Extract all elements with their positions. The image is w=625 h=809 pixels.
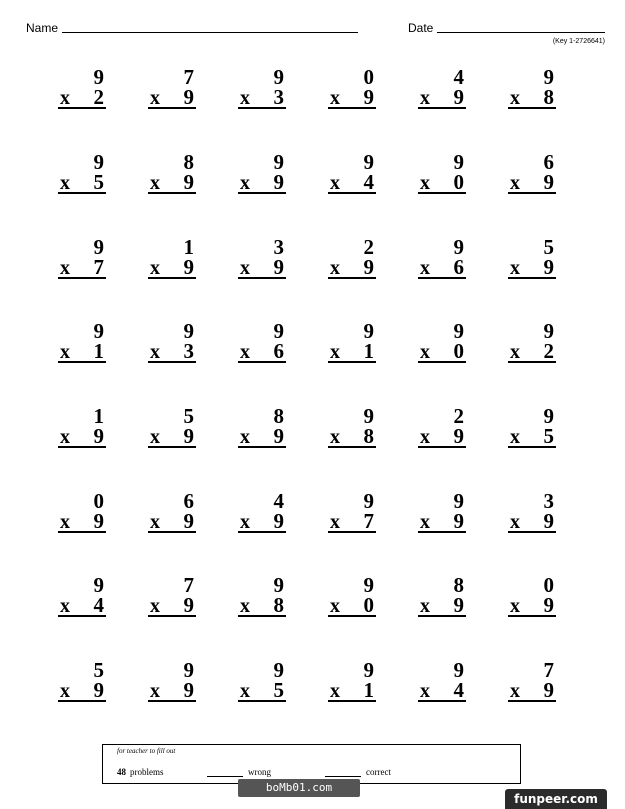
multiply-operator: x <box>510 257 520 279</box>
problem <box>328 491 376 533</box>
bottom-row <box>58 426 106 448</box>
top-number: 4 <box>453 65 464 89</box>
multiply-operator: x <box>420 172 430 194</box>
top-number: 3 <box>543 489 554 513</box>
problem <box>418 237 466 279</box>
correct-count-blank[interactable] <box>325 776 361 777</box>
problem <box>148 660 196 702</box>
bottom-row <box>328 680 376 702</box>
date-field-line[interactable] <box>437 32 605 33</box>
top-number: 9 <box>273 65 284 89</box>
multiply-operator: x <box>60 595 70 617</box>
bottom-row <box>418 426 466 448</box>
multiply-operator: x <box>150 426 160 448</box>
problem <box>328 575 376 617</box>
problem <box>418 67 466 109</box>
bottom-number: 9 <box>273 170 284 194</box>
multiply-operator: x <box>330 511 340 533</box>
multiply-operator: x <box>240 595 250 617</box>
bottom-row <box>238 426 286 448</box>
multiply-operator: x <box>240 257 250 279</box>
bottom-row <box>58 680 106 702</box>
problem <box>148 152 196 194</box>
problem <box>328 67 376 109</box>
problem <box>148 406 196 448</box>
problem <box>58 237 106 279</box>
bottom-row <box>238 680 286 702</box>
multiply-operator: x <box>420 511 430 533</box>
top-number: 9 <box>363 489 374 513</box>
bottom-number: 9 <box>543 678 554 702</box>
name-field-line[interactable] <box>62 32 358 33</box>
problem-count: 48 <box>117 767 126 777</box>
multiply-operator: x <box>510 511 520 533</box>
bottom-number: 8 <box>363 424 374 448</box>
bottom-row <box>418 341 466 363</box>
top-number: 9 <box>363 150 374 174</box>
bottom-row <box>418 511 466 533</box>
bottom-row <box>148 426 196 448</box>
multiply-operator: x <box>150 511 160 533</box>
top-number: 9 <box>273 658 284 682</box>
multiply-operator: x <box>60 341 70 363</box>
bottom-number: 9 <box>183 255 194 279</box>
multiply-operator: x <box>150 595 160 617</box>
multiply-operator: x <box>60 511 70 533</box>
bottom-number: 9 <box>183 424 194 448</box>
bottom-number: 9 <box>93 509 104 533</box>
bottom-row <box>58 172 106 194</box>
bottom-row <box>238 511 286 533</box>
multiply-operator: x <box>510 172 520 194</box>
multiply-operator: x <box>240 172 250 194</box>
bottom-row <box>148 172 196 194</box>
bottom-number: 4 <box>93 593 104 617</box>
multiply-operator: x <box>150 680 160 702</box>
problem <box>238 321 286 363</box>
bottom-row <box>418 680 466 702</box>
problem <box>508 660 556 702</box>
bottom-row <box>238 87 286 109</box>
top-number: 4 <box>273 489 284 513</box>
multiply-operator: x <box>330 257 340 279</box>
answer-key-id: (Key 1-2726641) <box>552 38 605 45</box>
bottom-number: 9 <box>543 593 554 617</box>
bottom-row <box>508 87 556 109</box>
top-number: 9 <box>183 319 194 343</box>
problem <box>418 660 466 702</box>
problem <box>508 67 556 109</box>
bottom-number: 4 <box>363 170 374 194</box>
bottom-number: 9 <box>93 424 104 448</box>
bottom-number: 9 <box>453 85 464 109</box>
bottom-number: 6 <box>273 339 284 363</box>
problem <box>418 491 466 533</box>
watermark-right: funpeer.com <box>505 789 607 809</box>
bottom-number: 9 <box>543 170 554 194</box>
multiply-operator: x <box>240 511 250 533</box>
problem <box>148 237 196 279</box>
problem <box>508 491 556 533</box>
bottom-number: 9 <box>273 509 284 533</box>
multiply-operator: x <box>330 680 340 702</box>
top-number: 1 <box>93 404 104 428</box>
bottom-number: 9 <box>93 678 104 702</box>
problem-count-label: problems <box>130 767 164 777</box>
top-number: 7 <box>183 573 194 597</box>
date-label: Date <box>408 21 434 35</box>
bottom-number: 8 <box>273 593 284 617</box>
multiply-operator: x <box>420 680 430 702</box>
wrong-count-blank[interactable] <box>207 776 243 777</box>
bottom-row <box>58 257 106 279</box>
multiply-operator: x <box>240 426 250 448</box>
problem <box>418 406 466 448</box>
bottom-number: 6 <box>453 255 464 279</box>
watermark-left: boMb01.com <box>238 779 360 797</box>
multiply-operator: x <box>240 87 250 109</box>
bottom-row <box>418 595 466 617</box>
bottom-number: 9 <box>273 255 284 279</box>
multiply-operator: x <box>150 87 160 109</box>
bottom-row <box>418 257 466 279</box>
bottom-row <box>58 595 106 617</box>
top-number: 9 <box>363 658 374 682</box>
problem <box>508 152 556 194</box>
top-number: 6 <box>543 150 554 174</box>
problem <box>328 237 376 279</box>
top-number: 9 <box>453 489 464 513</box>
bottom-number: 0 <box>453 339 464 363</box>
bottom-number: 9 <box>183 678 194 702</box>
problem <box>148 321 196 363</box>
bottom-row <box>328 87 376 109</box>
problem <box>148 67 196 109</box>
top-number: 9 <box>273 573 284 597</box>
bottom-number: 2 <box>543 339 554 363</box>
multiply-operator: x <box>330 341 340 363</box>
bottom-row <box>418 87 466 109</box>
problem <box>238 575 286 617</box>
problem <box>328 406 376 448</box>
top-number: 9 <box>543 404 554 428</box>
bottom-row <box>328 511 376 533</box>
multiply-operator: x <box>510 595 520 617</box>
multiply-operator: x <box>150 341 160 363</box>
bottom-number: 8 <box>543 85 554 109</box>
bottom-row <box>328 172 376 194</box>
bottom-number: 9 <box>453 509 464 533</box>
problem <box>508 575 556 617</box>
bottom-row <box>328 595 376 617</box>
multiply-operator: x <box>330 595 340 617</box>
bottom-number: 1 <box>363 339 374 363</box>
bottom-row <box>238 341 286 363</box>
top-number: 5 <box>93 658 104 682</box>
problem <box>238 406 286 448</box>
bottom-row <box>508 172 556 194</box>
top-number: 9 <box>273 319 284 343</box>
name-label: Name <box>26 21 59 35</box>
top-number: 5 <box>543 235 554 259</box>
problem <box>418 152 466 194</box>
bottom-row <box>238 595 286 617</box>
bottom-row <box>148 257 196 279</box>
top-number: 8 <box>453 573 464 597</box>
top-number: 0 <box>363 65 374 89</box>
top-number: 9 <box>543 65 554 89</box>
multiply-operator: x <box>60 680 70 702</box>
multiply-operator: x <box>510 87 520 109</box>
multiply-operator: x <box>60 87 70 109</box>
top-number: 9 <box>363 573 374 597</box>
multiply-operator: x <box>150 257 160 279</box>
bottom-number: 9 <box>183 85 194 109</box>
wrong-label: wrong <box>248 767 271 777</box>
bottom-number: 9 <box>183 593 194 617</box>
top-number: 8 <box>273 404 284 428</box>
bottom-number: 3 <box>183 339 194 363</box>
bottom-number: 3 <box>273 85 284 109</box>
multiply-operator: x <box>420 257 430 279</box>
bottom-number: 1 <box>93 339 104 363</box>
top-number: 9 <box>93 235 104 259</box>
problem <box>148 491 196 533</box>
multiply-operator: x <box>330 87 340 109</box>
problem <box>148 575 196 617</box>
top-number: 1 <box>183 235 194 259</box>
problem <box>58 406 106 448</box>
problem <box>508 321 556 363</box>
multiply-operator: x <box>420 341 430 363</box>
problem <box>328 152 376 194</box>
bottom-row <box>508 680 556 702</box>
bottom-row <box>328 426 376 448</box>
bottom-number: 9 <box>363 85 374 109</box>
multiply-operator: x <box>510 341 520 363</box>
bottom-number: 9 <box>543 509 554 533</box>
bottom-number: 9 <box>453 424 464 448</box>
multiply-operator: x <box>150 172 160 194</box>
top-number: 3 <box>273 235 284 259</box>
problem <box>58 660 106 702</box>
bottom-row <box>58 511 106 533</box>
bottom-row <box>58 341 106 363</box>
bottom-number: 0 <box>453 170 464 194</box>
bottom-row <box>238 257 286 279</box>
bottom-number: 7 <box>93 255 104 279</box>
problem <box>58 152 106 194</box>
bottom-row <box>238 172 286 194</box>
bottom-row <box>148 680 196 702</box>
bottom-number: 9 <box>273 424 284 448</box>
problem <box>238 660 286 702</box>
bottom-row <box>418 172 466 194</box>
problem <box>238 152 286 194</box>
multiply-operator: x <box>420 426 430 448</box>
bottom-number: 4 <box>453 678 464 702</box>
top-number: 9 <box>93 65 104 89</box>
multiply-operator: x <box>240 341 250 363</box>
top-number: 9 <box>453 319 464 343</box>
problem <box>238 67 286 109</box>
multiply-operator: x <box>510 426 520 448</box>
bottom-number: 9 <box>183 509 194 533</box>
problem <box>58 575 106 617</box>
bottom-row <box>148 511 196 533</box>
bottom-row <box>508 257 556 279</box>
top-number: 9 <box>543 319 554 343</box>
bottom-number: 9 <box>363 255 374 279</box>
problem <box>418 575 466 617</box>
top-number: 9 <box>93 319 104 343</box>
teacher-score-box <box>102 744 521 784</box>
bottom-number: 1 <box>363 678 374 702</box>
top-number: 0 <box>543 573 554 597</box>
problem <box>328 321 376 363</box>
top-number: 9 <box>93 150 104 174</box>
bottom-number: 9 <box>183 170 194 194</box>
bottom-row <box>328 341 376 363</box>
top-number: 6 <box>183 489 194 513</box>
top-number: 2 <box>453 404 464 428</box>
problem <box>58 321 106 363</box>
multiply-operator: x <box>240 680 250 702</box>
top-number: 9 <box>93 573 104 597</box>
bottom-number: 7 <box>363 509 374 533</box>
top-number: 9 <box>453 235 464 259</box>
bottom-row <box>328 257 376 279</box>
top-number: 9 <box>183 658 194 682</box>
correct-label: correct <box>366 767 391 777</box>
problem <box>58 491 106 533</box>
bottom-number: 5 <box>273 678 284 702</box>
multiply-operator: x <box>420 87 430 109</box>
bottom-row <box>508 341 556 363</box>
top-number: 7 <box>543 658 554 682</box>
multiply-operator: x <box>510 680 520 702</box>
multiply-operator: x <box>330 426 340 448</box>
multiply-operator: x <box>330 172 340 194</box>
top-number: 5 <box>183 404 194 428</box>
bottom-row <box>148 595 196 617</box>
top-number: 9 <box>453 658 464 682</box>
top-number: 9 <box>453 150 464 174</box>
bottom-row <box>508 511 556 533</box>
bottom-row <box>58 87 106 109</box>
problem <box>238 491 286 533</box>
teacher-note: for teacher to fill out <box>117 747 176 755</box>
multiply-operator: x <box>60 426 70 448</box>
bottom-number: 9 <box>543 255 554 279</box>
bottom-number: 5 <box>543 424 554 448</box>
multiply-operator: x <box>60 172 70 194</box>
top-number: 9 <box>273 150 284 174</box>
problem <box>328 660 376 702</box>
bottom-number: 0 <box>363 593 374 617</box>
top-number: 8 <box>183 150 194 174</box>
top-number: 7 <box>183 65 194 89</box>
bottom-row <box>508 426 556 448</box>
bottom-row <box>508 595 556 617</box>
bottom-row <box>148 341 196 363</box>
bottom-number: 9 <box>453 593 464 617</box>
bottom-number: 2 <box>93 85 104 109</box>
multiply-operator: x <box>420 595 430 617</box>
top-number: 0 <box>93 489 104 513</box>
top-number: 2 <box>363 235 374 259</box>
top-number: 9 <box>363 319 374 343</box>
bottom-number: 5 <box>93 170 104 194</box>
top-number: 9 <box>363 404 374 428</box>
problem <box>508 406 556 448</box>
multiply-operator: x <box>60 257 70 279</box>
bottom-row <box>148 87 196 109</box>
problem <box>508 237 556 279</box>
problem <box>58 67 106 109</box>
problem <box>238 237 286 279</box>
problem <box>418 321 466 363</box>
